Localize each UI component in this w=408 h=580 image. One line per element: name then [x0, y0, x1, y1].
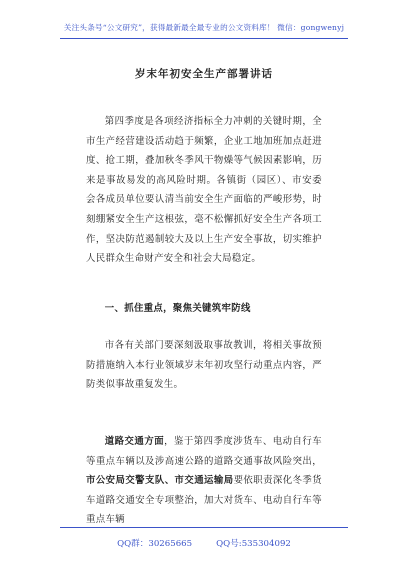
- paragraph-intro: 第四季度是各项经济指标全力冲刺的关键时期，全市生产经营建设活动趋于频繁，企业工地加班加点赶进度、抢工期，叠加秋冬季风干物燥等气候因素影响，历来是事故易发的高风险时期。各镇街（园区）、市安委会各成员单位要认清当前安全生产面临的严峻形势，时刻绷紧安全生产这根弦，毫不松懈抓好安全生产各项工作，坚决防范遏制较大及以上生产安全事故，切实维护人民群众生命财产安全和社会大局稳定。: [86, 116, 322, 265]
- road-traffic-text-1: ，鉴于第四季度涉货车、电动自行车等重点车辆以及涉高速公路的道路交通事故风险突出，: [86, 436, 322, 467]
- document-title: 岁末年初安全生产部署讲话: [135, 68, 273, 80]
- footer-contact: [0, 537, 408, 549]
- header-promo-note: 关注头条号“公文研究”，获得最新最全最专业的公文资料库！ 微信：gongwenyj: [63, 23, 345, 32]
- road-traffic-agencies: 市公安局交警支队、市交通运输局: [86, 475, 234, 487]
- footer-qq-group: QQ群：30265665: [117, 539, 193, 549]
- paragraph-lessons: 市各有关部门要深刻汲取事故教训，将相关事故预防措施纳入本行业领域岁末年初攻坚行动重点内容，严防类似事故重复发生。: [86, 340, 322, 391]
- paragraph-road-traffic: [86, 432, 322, 530]
- header-divider: [60, 38, 348, 39]
- road-traffic-text-2: 要依职责深化冬季货车道路交通安全专项整治，加大对货车、电动自行车等重点车辆: [86, 475, 322, 526]
- footer-divider: [60, 527, 348, 528]
- road-traffic-lead: 道路交通方面: [104, 436, 165, 447]
- footer-qq-number: QQ号:535304092: [216, 539, 291, 549]
- section-heading-1: 一、抓住重点，聚焦关键筑牢防线: [104, 303, 251, 314]
